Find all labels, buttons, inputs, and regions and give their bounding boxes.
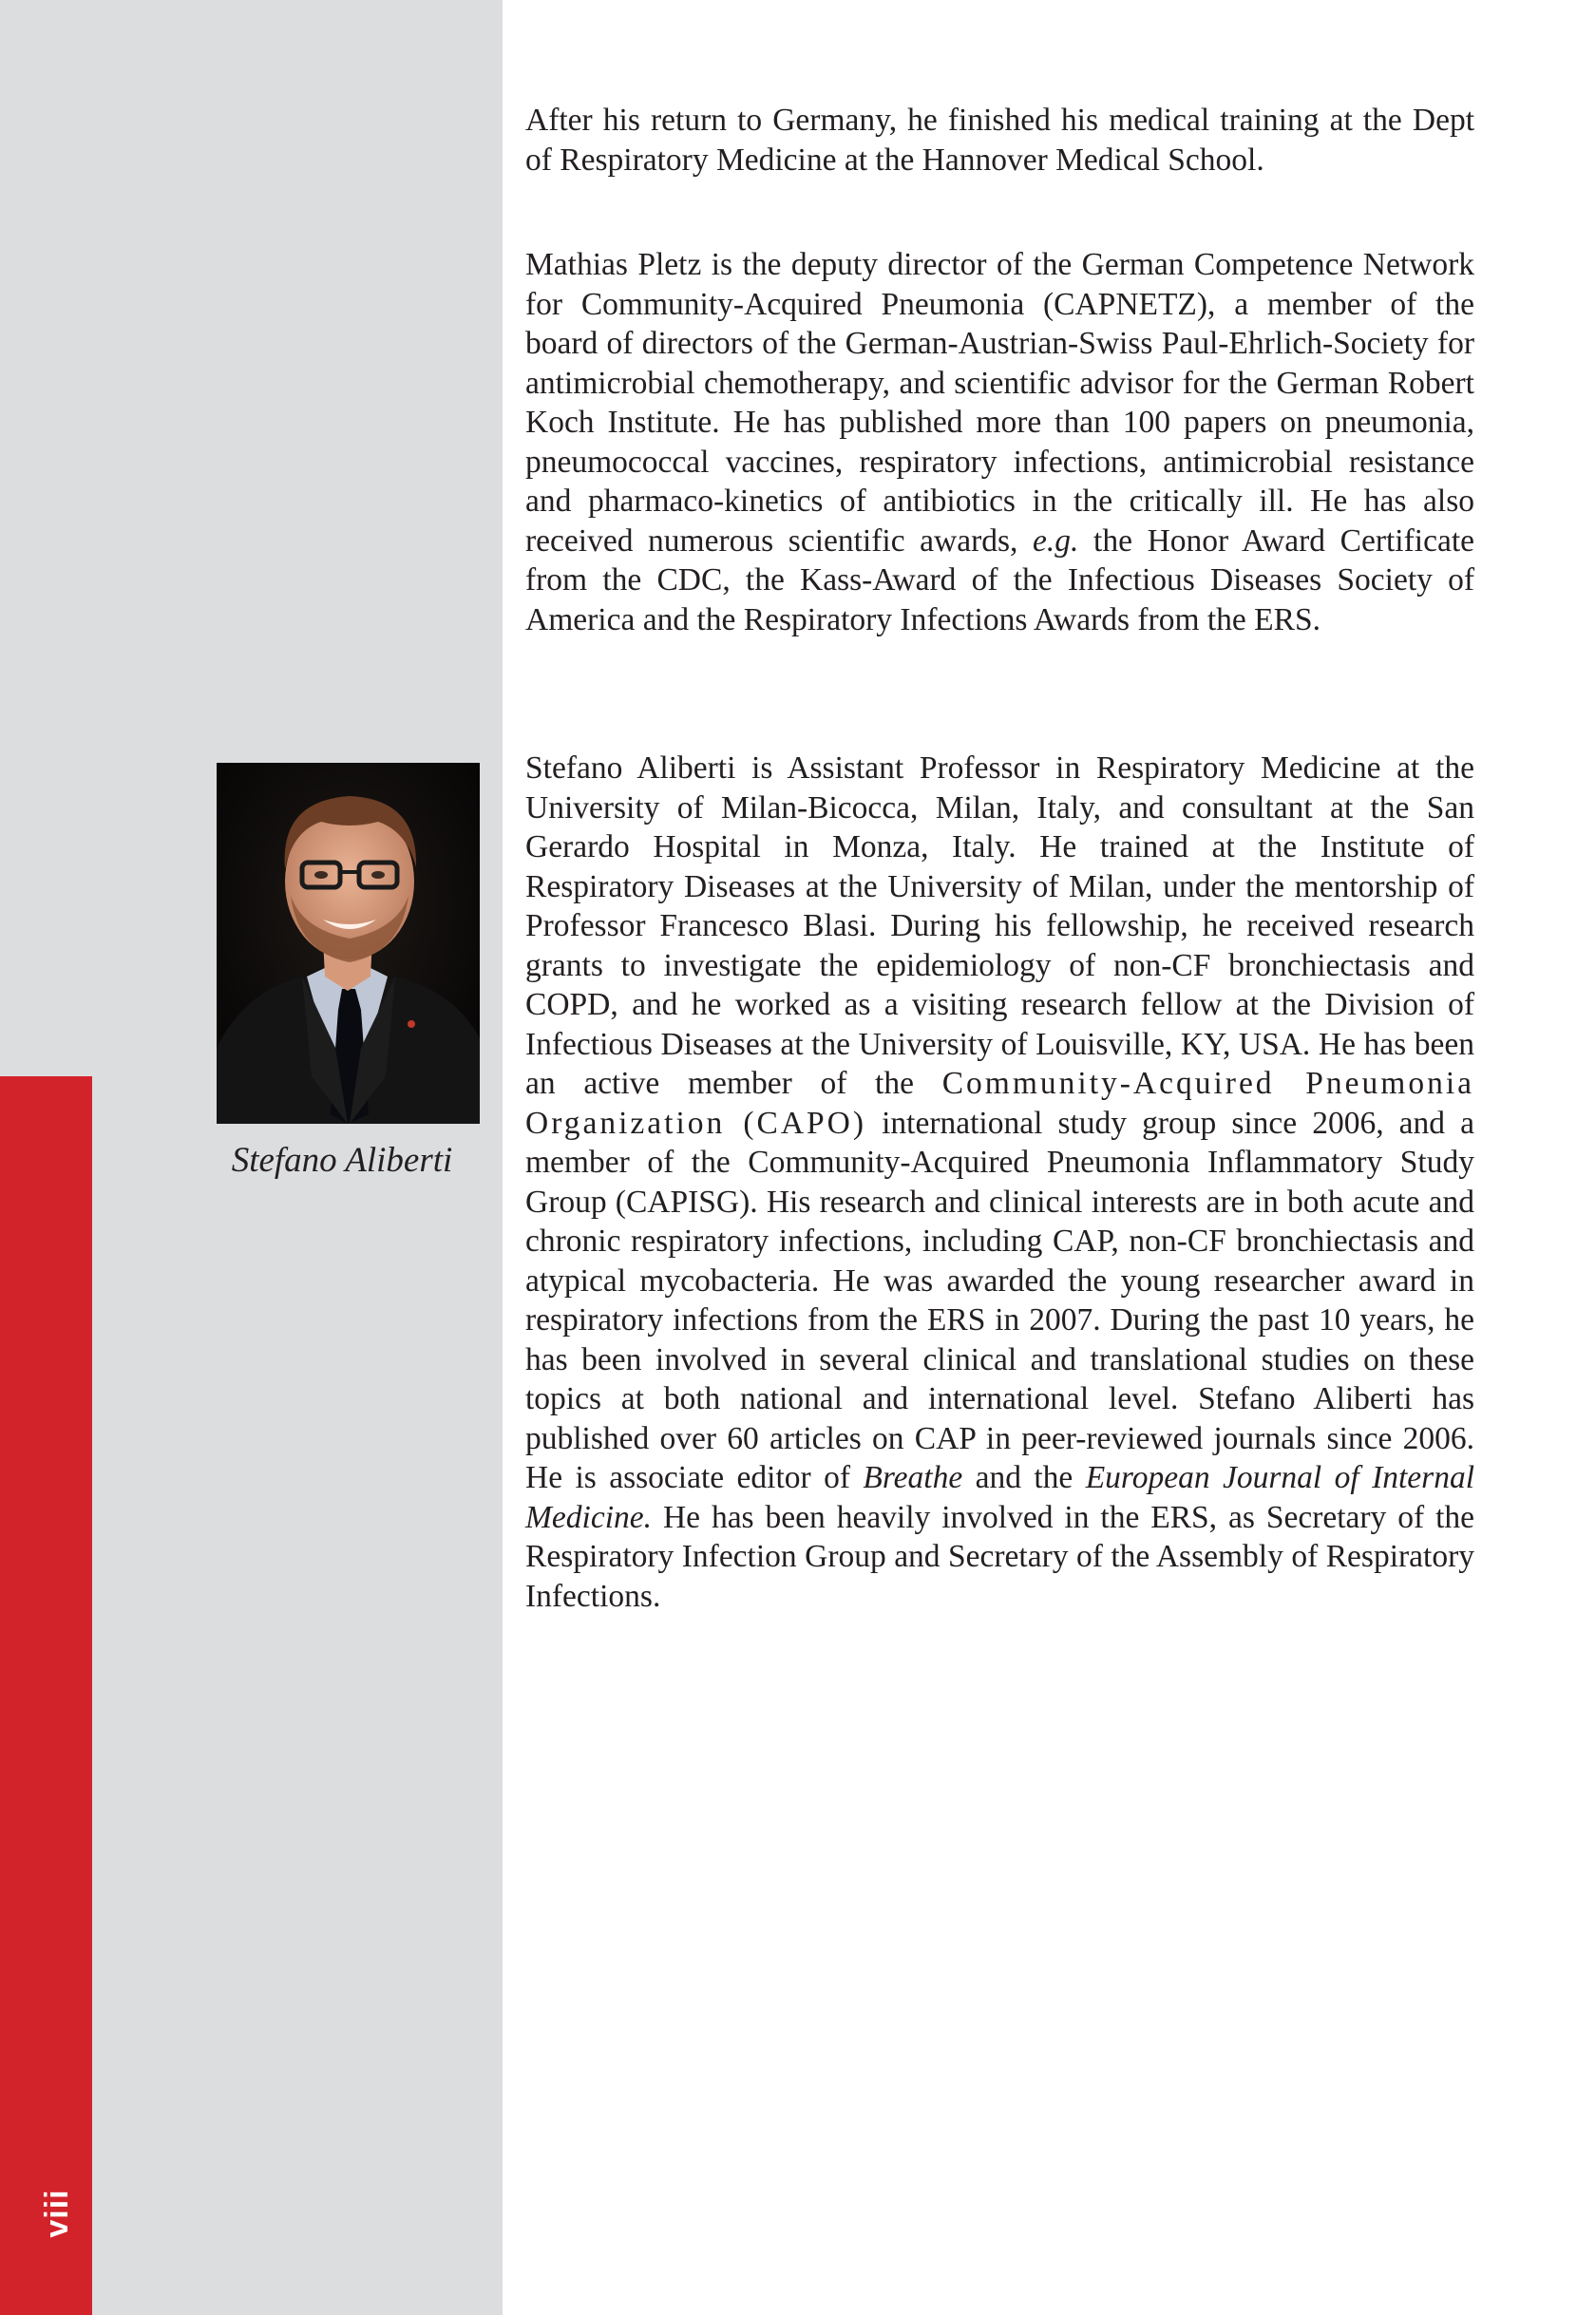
paragraph-text: After his return to Germany, he finished his medical training at the Dept of Respiratory Medicine at the Hannover Medical School.	[525, 103, 1474, 178]
page-number: viii	[38, 2189, 75, 2238]
paragraph-mathias-pletz	[525, 245, 1474, 639]
red-accent-band	[0, 1076, 92, 2315]
photo-caption: Stefano Aliberti	[231, 1141, 453, 1180]
journal-title-breathe: Breathe	[863, 1460, 963, 1495]
text-span: the Honor Award Certificate from the CDC, the Kass-Award of the Infectious Diseases Society of America and the Respiratory Infections Awards from the ERS.	[525, 522, 1474, 637]
spaced-text: Community-Acquired Pneumonia Organization (CAPO)	[525, 1066, 1474, 1141]
paragraph-text	[525, 749, 1474, 1616]
text-span: Stefano Aliberti is Assistant Professor in Respiratory Medicine at the University of Milan-Bicocca, Milan, Italy, and consultant at the San Gerardo Hospital in Monza, Italy. He trained at the Institute of Respiratory Diseases at the University of Milan, under the mentorship of Professor Francesco Blasi. During his fellowship, he received research grants to investigate the epidemiology of non-CF bronchiectasis and COPD, and he worked as a visiting research fellow at the Division of Infectious Diseases at the University of Louisville, KY, USA. He has been an active member of the	[525, 750, 1474, 1101]
text-span: Mathias Pletz is the deputy director of the German Competence Network for Community-Acquired Pneumonia (CAPNETZ), a member of the board of directors of the German-Austrian-Swiss Paul-Ehrlich-Society for antimicrobial chemotherapy, and scientific advisor for the German Robert Koch Institute. He has published more than 100 papers on pneumonia, pneumococcal vaccines, respiratory infections, antimicrobial resistance and pharmaco-kinetics of antibiotics in the critically ill. He has also received numerous scientific awards,	[525, 247, 1474, 559]
portrait-photo	[217, 763, 480, 1124]
paragraph-stefano-aliberti	[525, 749, 1474, 1616]
paragraph-return-to-germany	[525, 101, 1474, 180]
journal-title-ejim: European Journal of Internal Medicine.	[525, 1460, 1475, 1535]
portrait-icon	[217, 763, 480, 1124]
text-span: He has been heavily involved in the ERS, as Secretary of the Respiratory Infection Group and Secretary of the Assembly of Respiratory Infections.	[525, 1499, 1474, 1614]
text-span: international study group since 2006, and a member of the Community-Acquired Pneumonia Inflammatory Study Group (CAPISG). His research and clinical interests are in both acute and chronic respiratory infections, including CAP, non-CF bronchiectasis and atypical mycobacteria. He was awarded the young researcher award in respiratory infections from the ERS in 2007. During the past 10 years, he has been involved in several clinical and translational studies on these topics at both national and international level. Stefano Aliberti has published over 60 articles on CAP in peer-reviewed journals since 2006. He is associate editor of	[525, 1105, 1474, 1495]
text-span: and the	[962, 1460, 1086, 1495]
italic-eg: e.g.	[1033, 522, 1079, 559]
paragraph-text	[525, 245, 1474, 639]
